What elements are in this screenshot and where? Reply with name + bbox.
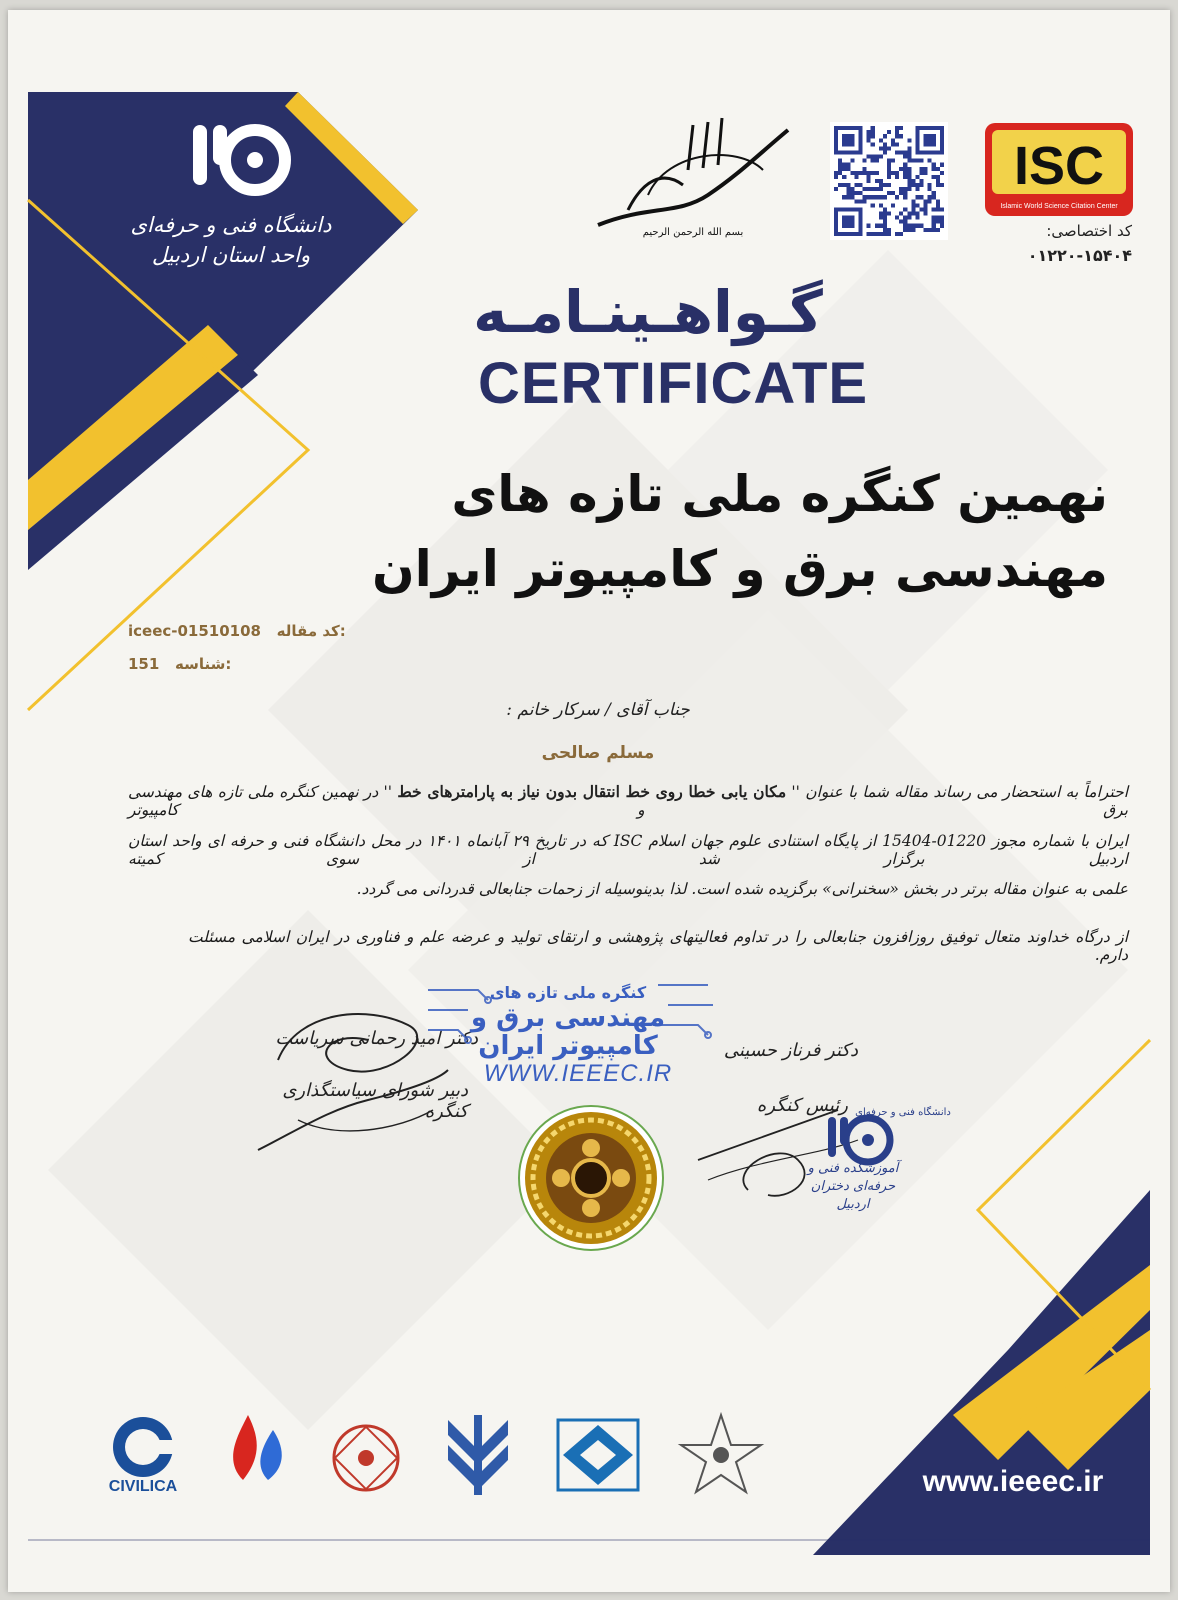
bismillah-calligraphy — [588, 110, 798, 240]
paper-id-label: شناسه: — [174, 655, 232, 673]
school-name-top: دانشگاه فنی و حرفه‌ای — [855, 1107, 951, 1118]
university-logo — [183, 115, 303, 205]
university-name-line1: دانشگاه فنی و حرفه‌ای — [130, 213, 332, 237]
paper-code-label: کد مقاله: — [276, 622, 346, 640]
paper-code-value: iceec-01510108 — [128, 622, 261, 640]
gold-seal — [516, 1103, 666, 1253]
isc-logo — [984, 122, 1134, 217]
school-name: آموزشکده فنی و حرفه‌ای دختران اردبیل — [807, 1161, 899, 1212]
isc-logo-text: ISC — [1013, 136, 1105, 196]
mohaghegh-ardabili-logo — [676, 1410, 766, 1505]
stamp-line-2: مهندسی برق و — [470, 1003, 666, 1033]
isc-logo-subtext: Islamic World Science Citation Center — [1000, 203, 1118, 210]
body-line-4: از درگاه خداوند متعال توفیق روزافزون جنابعالی را در تداوم فعالیتهای پژوهشی و ارتقای تولید و عرضه علم و فناوری در ایران اسلامی مسئلت دارم. — [188, 928, 1128, 964]
left-signer-role: دبیر شورای سیاستگذاری کنگره — [282, 1080, 468, 1122]
paper-title: مکان یابی خطا روی خط انتقال بدون نیاز به پارامترهای خط — [397, 782, 787, 801]
certificate-paper — [8, 10, 1170, 1592]
congress-title-line2: مهندسی برق و کامپیوتر ایران — [372, 540, 1108, 598]
engineering-org-logo — [213, 1410, 298, 1500]
university-name — [126, 210, 336, 270]
municipal-seal-logo — [326, 1418, 406, 1498]
tech-park-logo — [553, 1415, 643, 1495]
recipient-name: مسلم صالحی — [541, 743, 655, 763]
body-line-1-before: احتراماً به استحضار می رساند مقاله شما با عنوان '' — [791, 783, 1129, 801]
isc-code-value: ۰۱۲۲۰-۱۵۴۰۴ — [1027, 246, 1132, 265]
right-signer-name: دکتر فرناز حسینی — [723, 1040, 858, 1061]
certificate-title-en: CERTIFICATE — [477, 351, 869, 416]
certificate-title-fa: گـواهـینـامـه — [473, 278, 823, 346]
stamp-line-3: کامپیوتر ایران — [478, 1031, 658, 1061]
bismillah-text: بسم الله الرحمن الرحیم — [642, 227, 744, 238]
body-line-1-after: '' در نهمین کنگره ملی تازه های مهندسی برق و کامپیوتر — [128, 783, 1128, 819]
body-line-2: ایران با شماره مجوز 01220-15404 از پایگاه استنادی علوم جهان اسلام ISC که در تاریخ ۲۹ آبانماه ۱۴۰۱ در محل دانشگاه فنی و حرفه ای واحد استان اردبیل برگزار شد از سوی کمیته — [128, 832, 1128, 868]
paper-id-row — [128, 655, 388, 673]
paper-code-row — [128, 622, 388, 640]
university-name-line2: واحد استان اردبیل — [151, 243, 311, 267]
paper-id-value: 151 — [128, 655, 160, 673]
azad-university-logo — [438, 1410, 518, 1505]
body-line-3: علمی به عنوان مقاله برتر در بخش «سخنرانی» برگزیده شده است. لذا بدینوسیله از زحمات جنابعالی قدردانی می گردد. — [356, 880, 1128, 898]
salutation: جناب آقای / سرکار خانم : — [506, 700, 690, 720]
civilica-logo — [93, 1415, 193, 1480]
civilica-label: CIVILICA — [108, 1478, 178, 1495]
stamp-url: WWW.IEEEC.IR — [483, 1060, 673, 1087]
body-line-1 — [128, 782, 1128, 819]
right-signer-role: رئیس کنگره — [756, 1095, 848, 1116]
left-signer-name: دکتر امید رحمانی سریاست — [275, 1028, 478, 1049]
isc-code-label: کد اختصاصی: — [1046, 222, 1132, 240]
footer-url[interactable]: www.ieeec.ir — [922, 1465, 1104, 1498]
stamp-line-1: کنگره ملی تازه های — [489, 983, 647, 1002]
congress-title-line1: نهمین کنگره ملی تازه های — [451, 465, 1108, 523]
qr-code[interactable] — [830, 122, 948, 240]
